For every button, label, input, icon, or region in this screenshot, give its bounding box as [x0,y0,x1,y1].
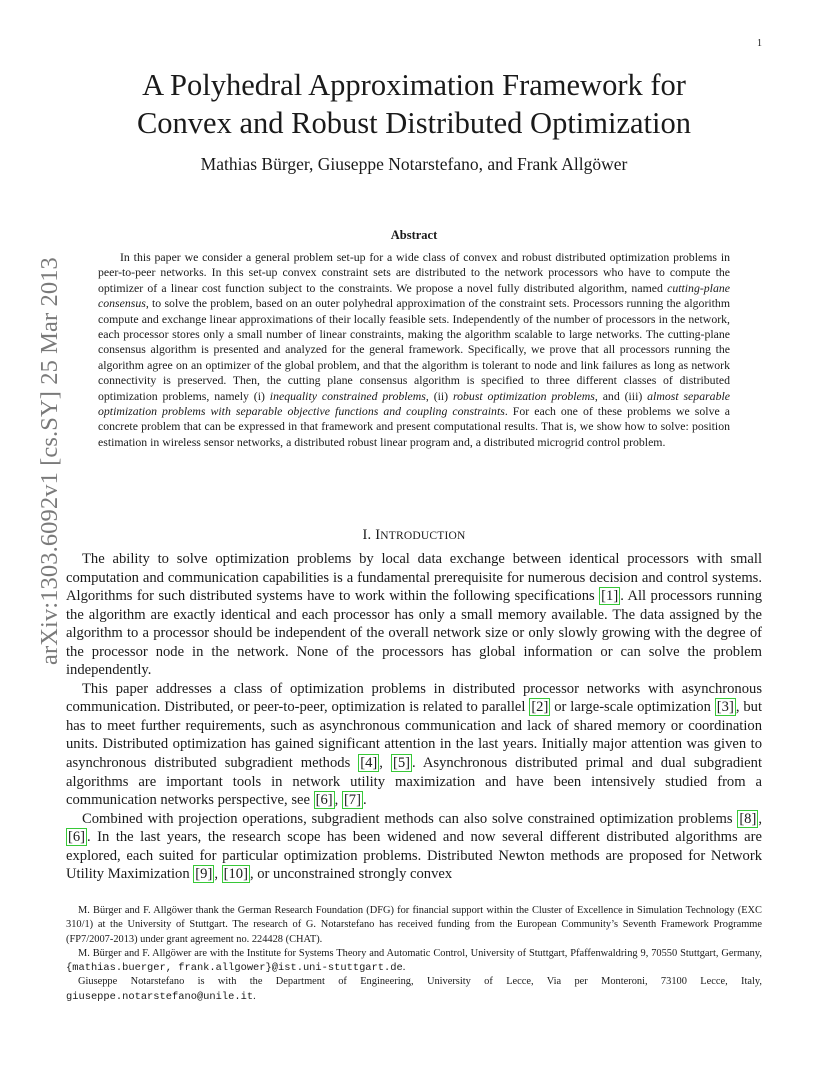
text-run: , [758,810,762,827]
text-run: . [253,990,256,1002]
section-title-initial: I [375,527,381,543]
text-run: Giuseppe Notarstefano is with the Department of Engineering, University of Lecce, Via per Monteroni, 73100 Lecce, Italy, [78,976,762,988]
text-run: . In the last years, the research scope has been widened and now several different distributed algorithms are explored, each suited for particular optimization problems. Distributed Newton methods are proposed for Network Utility Maximization [66,829,762,883]
citation-link[interactable]: [7] [343,792,361,809]
citation-link[interactable]: [6] [68,829,86,846]
text-run: , but has to meet further requirements, such as asynchronous communication and lack of shared memory or coordination units. Distributed optimization has gained significant attention in the last years. Initially major attention was given to asynchronous distributed subgradient methods [66,699,763,772]
footnote-affiliation [66,947,762,976]
citation-link[interactable]: [2] [531,699,549,716]
citation-link[interactable]: [4] [360,755,378,772]
abstract-emphasis: almost separable optimization problems with separable objective functions and coupling constraints [98,388,730,419]
text-run: , [379,755,391,772]
abstract-heading: Abstract [390,228,438,242]
section-title-rest: NTRODUCTION [380,530,466,542]
title-line-2: Convex and Robust Distributed Optimization [136,106,692,140]
text-run: , [334,792,342,809]
citation-link[interactable]: [1] [601,588,619,605]
footnote-affiliation [66,975,762,1004]
section-number: I. [362,527,376,543]
citation-link[interactable]: [8] [739,810,757,827]
citation-link[interactable]: [10] [223,866,248,883]
email-address[interactable]: {mathias.buerger, frank.allgower}@ist.uni-stuttgart.de [66,962,403,975]
abstract-text: , (ii) [425,388,453,403]
body-text [66,550,762,884]
text-run: Combined with projection operations, subgradient methods can also solve constrained optimization problems [82,810,738,827]
citation-link[interactable]: [5] [392,755,410,772]
title-line-1: A Polyhedral Approximation Framework for [142,68,686,102]
abstract-emphasis: inequality constrained problems [269,388,426,403]
footnotes [66,904,762,1004]
text-run: The ability to solve optimization problems by local data exchange between identical processors with small computation and communication capabilities is a fundamental prerequisite for numerous decision and control systems. Algorithms for such distributed systems have to work within the following specifications [66,551,762,605]
abstract-emphasis: cutting-plane consensus [98,280,730,311]
abstract-text: In this paper we consider a general problem set-up for a wide class of convex and robust distributed optimization problems in peer-to-peer networks. In this set-up convex constraint sets are distributed to the network processors who have to compute the optimizer of a linear cost function subject to the constraints. We propose a novel fully distributed algorithm, named [98,250,730,295]
text-run: . [362,792,367,809]
citation-link[interactable]: [3] [716,699,734,716]
paragraph [66,680,762,810]
text-run: M. Bürger and F. Allgöwer are with the Institute for Systems Theory and Automatic Control, University of Stuttgart, Pfaffenwaldring 9, 70550 Stuttgart, Germany, [78,947,762,959]
text-run: or large-scale optimization [550,699,715,716]
author-list: Mathias Bürger, Giuseppe Notarstefano, and Frank Allgöwer [200,154,628,174]
abstract-text: , to solve the problem, based on an outer polyhedral approximation of the constraint sets. Processors running the algorithm compute and exchange linear approximations of their locally feasible sets. Independently of the number of processors in the network, each processor stores only a small number of linear constraints, making the algorithm scalable to large networks. The cutting-plane consensus algorithm is presented and analyzed for the general framework. Specifically, we prove that all processors running the algorithm agree on an optimizer of the global problem, and that the algorithm is tolerant to node and link failures as long as network connectivity is preserved. Then, the cutting plane consensus algorithm is specified to three different classes of distributed optimization problems, namely (i) [98,296,730,403]
section-heading [66,527,762,544]
abstract-text: , and (iii) [594,388,648,403]
citation-link[interactable]: [6] [315,792,333,809]
paper-title [66,66,762,142]
text-run: . Asynchronous distributed primal and dual subgradient algorithms are important tools in network utility maximization and have been intensively studied from a communication networks perspective, see [66,755,763,809]
paragraph [66,810,762,884]
citation-link[interactable]: [9] [195,866,213,883]
paragraph [66,550,762,680]
page-number: 1 [757,38,762,49]
text-run: . All processors running the algorithm are exactly identical and each processor has only a small memory available. The data assigned by the algorithm to a processor should be independent of the overall network size or only slowly growing with the degree of the processor node in the network. None of the processors has global information or can solve the problem independently. [66,588,762,679]
abstract-emphasis: robust optimization problems [452,388,595,403]
text-run: , [214,866,222,883]
abstract-body [98,250,730,450]
text-run: , or unconstrained strongly convex [249,866,453,883]
arxiv-stamp: arXiv:1303.6092v1 [cs.SY] 25 Mar 2013 [36,257,63,665]
email-address[interactable]: giuseppe.notarstefano@unile.it [66,990,254,1003]
text-run: This paper addresses a class of optimization problems in distributed processor networks with asynchronous communication. Distributed, or peer-to-peer, optimization is related to parallel [66,680,762,716]
text-run: . [402,962,406,974]
footnote-funding: M. Bürger and F. Allgöwer thank the German Research Foundation (DFG) for financial support within the Cluster of Excellence in Simulation Technology (EXC 310/1) at the University of Stuttgart. The research of G. Notarstefano has received funding from the European Community’s Seventh Framework Programme (FP7/2007-2013) under grant agreement no. 224428 (CHAT). [66,905,762,945]
abstract-text: . For each one of these problems we solve a concrete problem that can be expressed in that framework and present computational results. That is, we show how to solve: position estimation in wireless sensor networks, a distributed robust linear program and, a distributed microgrid control problem. [98,404,730,449]
